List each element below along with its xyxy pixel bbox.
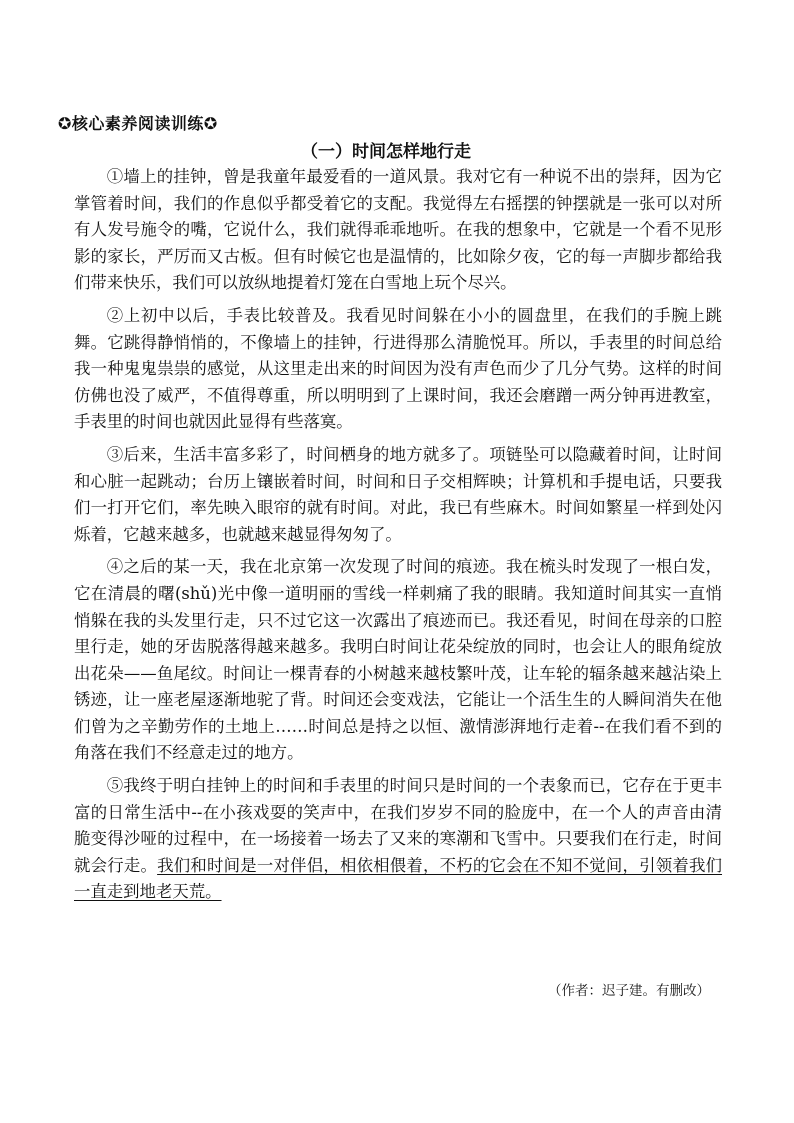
article-body: [74, 164, 722, 906]
paragraph-5-underlined-sentence: 我们和时间是一对伴侣，相依相偎着，不朽的它会在不知不觉间，引领着我们一直走到地老天荒。: [74, 855, 723, 902]
paragraph-2: ②上初中以后，手表比较普及。我看见时间躲在小小的圆盘里，在我们的手腕上跳舞。它跳得静悄悄的，不像墙上的挂钟，行进得那么清脆悦耳。所以，手表里的时间总给我一种鬼鬼祟祟的感觉，从这里走出来的时间因为没有声色而少了几分气势。这样的时间仿佛也没了威严，不值得尊重，所以明明到了上课时间，我还会磨蹭一两分钟再进教室，手表里的时间也就因此显得有些落寞。: [74, 305, 722, 432]
paragraph-4: ④之后的某一天，我在北京第一次发现了时间的痕迹。我在梳头时发现了一根白发，它在清晨的曙(shǔ)光中像一道明丽的雪线一样刺痛了我的眼睛。我知道时间其实一直悄悄躲在我的头发里行走，只不过它这一次露出了痕迹而已。我还看见，时间在母亲的口腔里行走，她的牙齿脱落得越来越多。我明白时间让花朵绽放的同时，也会让人的眼角绽放出花朵——鱼尾纹。时间让一棵青春的小树越来越枝繁叶茂，让车轮的辐条越来越沾染上锈迹，让一座老屋逐渐地驼了背。时间还会变戏法，它能让一个活生生的人瞬间消失在他们曾为之辛勤劳作的土地上……时间总是持之以恒、激情澎湃地行走着--在我们看不到的角落在我们不经意走过的地方。: [74, 557, 722, 763]
paragraph-3: ③后来，生活丰富多彩了，时间栖身的地方就多了。项链坠可以隐藏着时间，让时间和心脏一起跳动；台历上镶嵌着时间，时间和日子交相辉映；计算机和手提电话，只要我们一打开它们，率先映入眼帘的就有时间。对此，我已有些麻木。时间如繁星一样到处闪烁着，它越来越多，也就越来越显得匆匆了。: [74, 444, 722, 544]
paragraph-1: ①墙上的挂钟，曾是我童年最爱看的一道风景。我对它有一种说不出的崇拜，因为它掌管着时间，我们的作息似乎都受着它的支配。我觉得左右摇摆的钟摆就是一张可以对所有人发号施令的嘴，它说什么，我们就得乖乖地听。在我的想象中，它就是一个看不见形影的家长，严厉而又古板。但有时候它也是温情的，比如除夕夜，它的每一声脚步都给我们带来快乐，我们可以放纵地提着灯笼在白雪地上玩个尽兴。: [74, 167, 722, 293]
source-attribution: （作者：迟子建。有删改）: [548, 983, 710, 999]
paragraph-5: [74, 773, 722, 906]
paragraph-5-text: ⑤我终于明白挂钟上的时间和手表里的时间只是时间的一个表象而已，它存在于更丰富的日常生活中--在小孩戏耍的笑声中，在我们岁岁不同的脸庞中，在一个人的声音由清脆变得沙哑的过程中，在一场接着一场去了又来的寒潮和飞雪中。只要我们在行走，时间就会行走。: [74, 776, 722, 875]
article-title: （一）时间怎样地行走: [301, 142, 471, 162]
section-header: ✪核心素养阅读训练✪: [58, 114, 218, 133]
